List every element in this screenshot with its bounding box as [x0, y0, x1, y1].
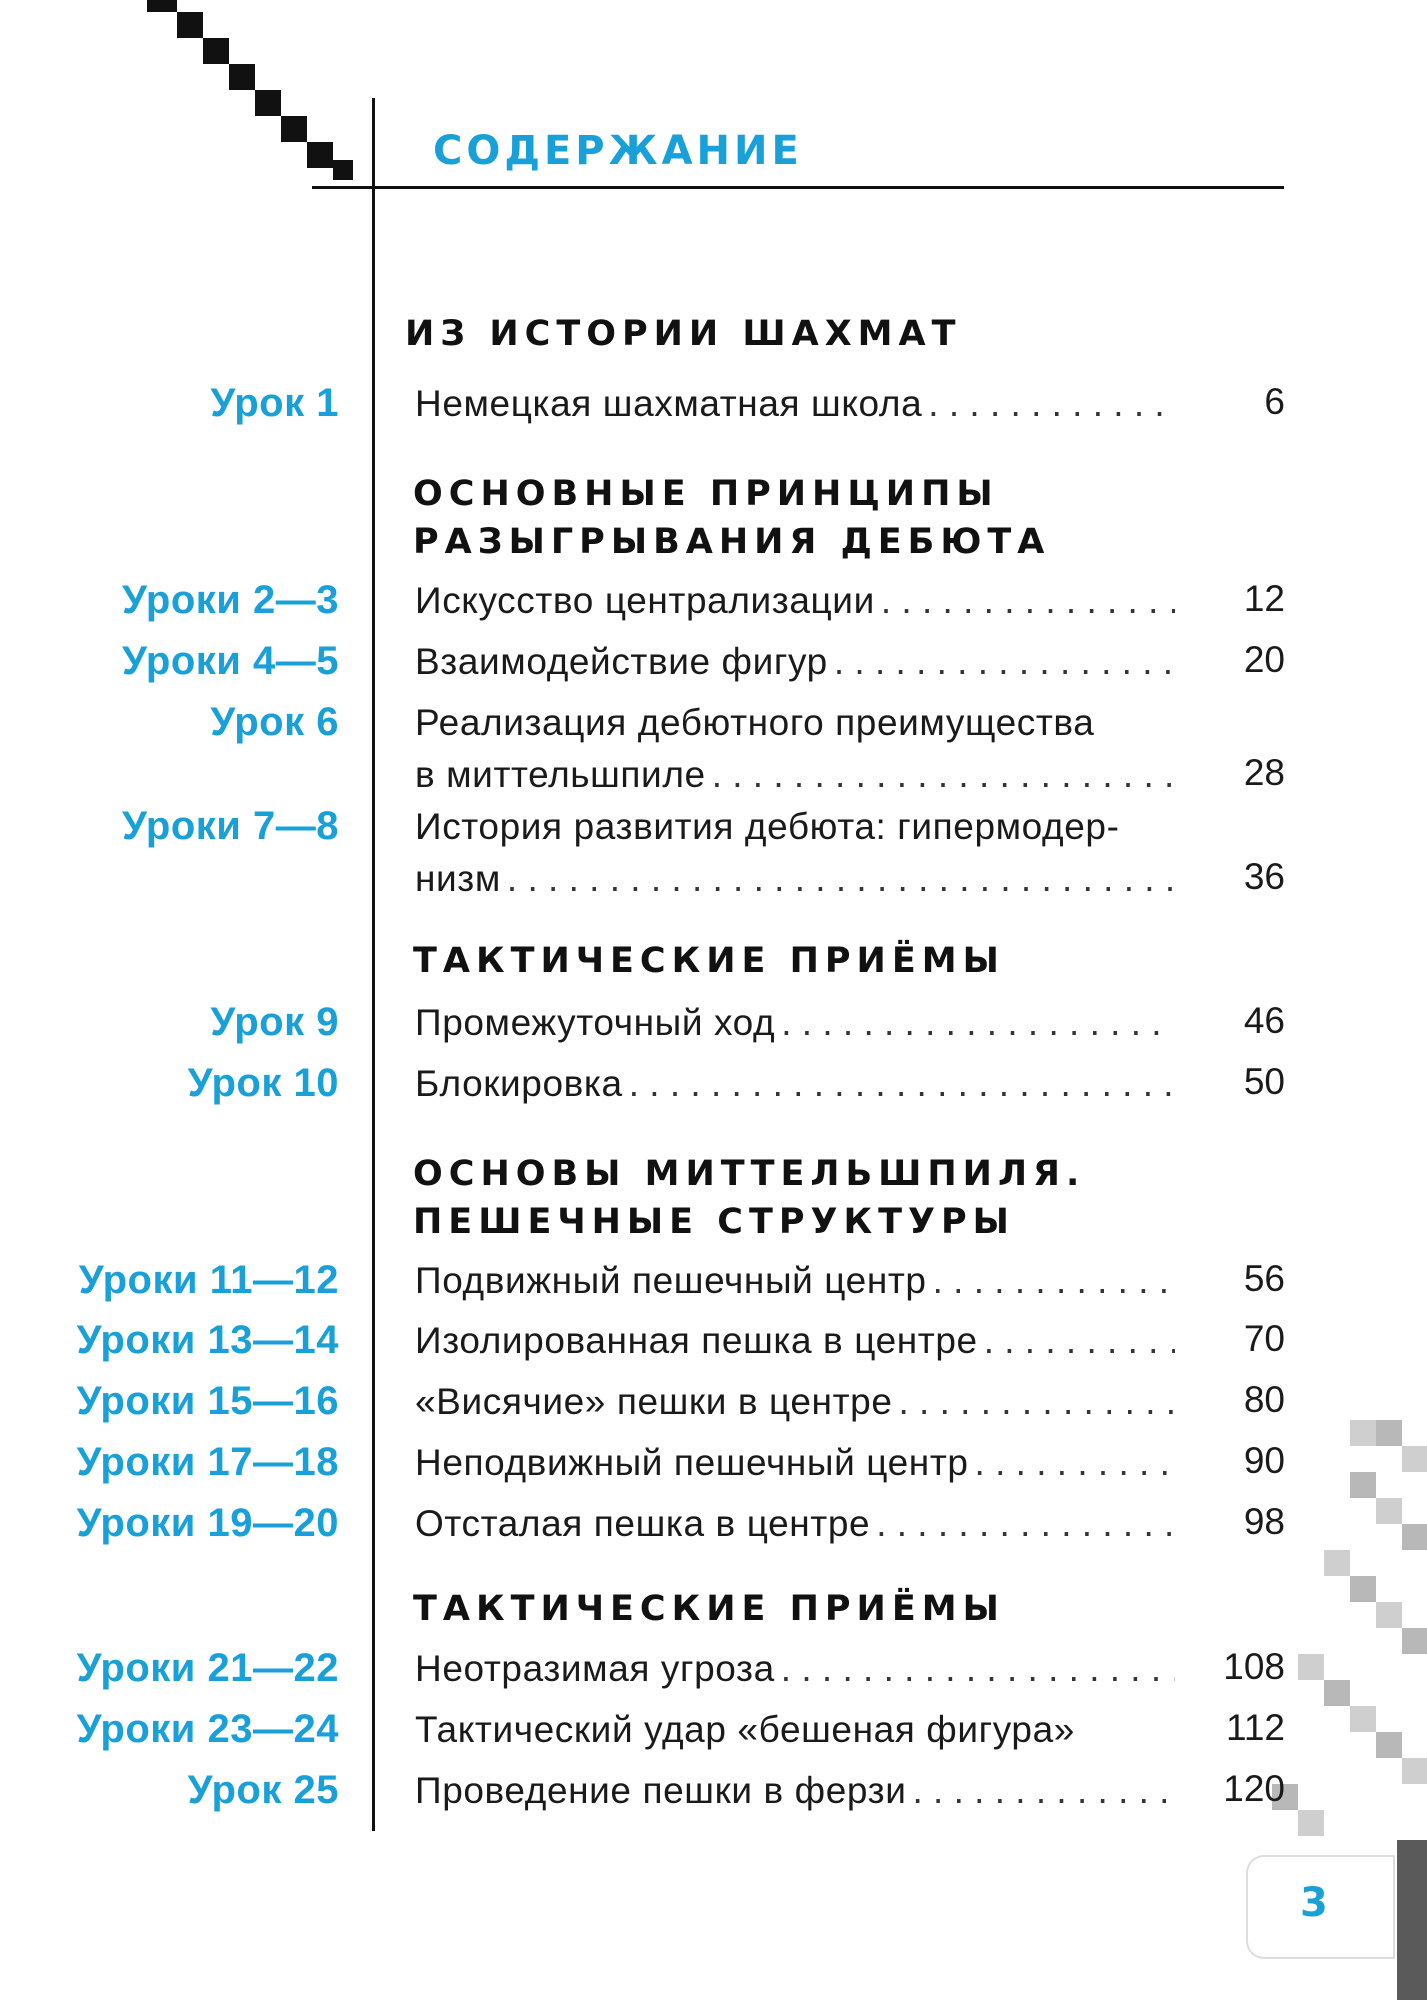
toc-entry-line-1[interactable]: Реализация дебютного преимущества [415, 702, 1095, 743]
toc-entry[interactable] [415, 853, 1175, 904]
lesson-label: Уроки 17—18 [76, 1440, 339, 1484]
page-number: 56 [1243, 1258, 1285, 1299]
entry-title: Подвижный пешечный центр [415, 1260, 927, 1301]
page-gutter-shadow [1397, 1840, 1427, 2000]
entry-title: Промежуточный ход [415, 1002, 776, 1043]
footer-page-number: 3 [1300, 1880, 1328, 1926]
toc-entry[interactable] [415, 378, 1175, 429]
section-heading-line: ТАКТИЧЕСКИЕ ПРИЁМЫ [413, 941, 1005, 981]
entry-title: Неотразимая угроза [415, 1648, 775, 1689]
page-number: 36 [1243, 856, 1285, 897]
lesson-label: Уроки 4—5 [122, 639, 339, 683]
lesson-label: Уроки 13—14 [76, 1318, 339, 1362]
section-heading-line: ИЗ ИСТОРИИ ШАХМАТ [405, 314, 962, 354]
toc-entry[interactable] [415, 997, 1175, 1048]
section-heading-line: ОСНОВНЫЕ ПРИНЦИПЫ [413, 474, 999, 514]
leader-dots [501, 853, 1175, 904]
lesson-label: Урок 9 [210, 1000, 339, 1044]
entry-title: Неподвижный пешечный центр [415, 1442, 969, 1483]
entry-title: Проведение пешки в ферзи [415, 1770, 907, 1811]
toc-entry[interactable] [415, 1765, 1175, 1816]
toc-entry[interactable] [415, 1315, 1175, 1366]
page-number: 90 [1243, 1440, 1285, 1481]
section-heading-line: ПЕШЕЧНЫЕ СТРУКТУРЫ [413, 1202, 1015, 1242]
leader-dots [922, 378, 1175, 429]
page-number: 112 [1226, 1707, 1285, 1748]
leader-dots [906, 1765, 1175, 1816]
vertical-rule [372, 98, 375, 1831]
leader-dots [978, 1315, 1175, 1366]
toc-entry[interactable] [415, 1437, 1175, 1488]
page-number: 46 [1243, 1000, 1285, 1041]
entry-title: Взаимодействие фигур [415, 641, 828, 682]
entry-title: Искусство централизации [415, 580, 875, 621]
lesson-label: Уроки 11—12 [78, 1258, 339, 1302]
leader-dots [969, 1437, 1175, 1488]
lesson-label: Уроки 23—24 [76, 1707, 339, 1751]
lesson-label: Урок 25 [187, 1768, 339, 1812]
toc-entry[interactable] [415, 1058, 1175, 1109]
leader-dots [875, 575, 1175, 626]
lesson-label: Уроки 15—16 [76, 1379, 339, 1423]
entry-title: «Висячие» пешки в центре [415, 1381, 893, 1422]
page-number: 120 [1223, 1768, 1285, 1809]
page-number: 70 [1243, 1318, 1285, 1359]
page-number: 6 [1264, 381, 1285, 422]
toc-entry[interactable]: Тактический удар «бешеная фигура» [415, 1709, 1075, 1750]
toc-entry[interactable] [415, 1498, 1175, 1549]
page-number: 98 [1243, 1501, 1285, 1542]
toc-entry[interactable] [415, 636, 1175, 687]
lesson-label: Уроки 19—20 [76, 1501, 339, 1545]
toc-entry[interactable] [415, 575, 1175, 626]
lesson-label: Уроки 2—3 [122, 578, 339, 622]
leader-dots [623, 1058, 1175, 1109]
section-heading [413, 1585, 1213, 1633]
entry-title: Изолированная пешка в центре [415, 1320, 978, 1361]
toc-entry[interactable] [415, 749, 1175, 800]
toc-entry-line-1[interactable]: История развития дебюта: гипермодер- [415, 806, 1120, 847]
section-heading-line: ТАКТИЧЕСКИЕ ПРИЁМЫ [413, 1589, 1005, 1629]
entry-title: Немецкая шахматная школа [415, 383, 923, 424]
page-number: 28 [1243, 752, 1285, 793]
header-rule [312, 186, 1284, 189]
section-heading-line: ОСНОВЫ МИТТЕЛЬШПИЛЯ. [413, 1154, 1086, 1194]
section-heading [405, 310, 1205, 358]
page-number: 50 [1243, 1061, 1285, 1102]
page-number: 20 [1243, 639, 1285, 680]
toc-entry[interactable] [415, 1376, 1175, 1427]
page-title: СОДЕРЖАНИЕ [433, 128, 803, 174]
toc-entry[interactable] [415, 1643, 1175, 1694]
leader-dots [870, 1498, 1175, 1549]
leader-dots [828, 636, 1175, 687]
lesson-label: Урок 6 [210, 700, 339, 744]
toc-entry[interactable] [415, 1255, 1175, 1306]
section-heading-line: РАЗЫГРЫВАНИЯ ДЕБЮТА [413, 522, 1051, 562]
leader-dots [775, 1643, 1175, 1694]
leader-dots [927, 1255, 1175, 1306]
entry-title: в миттельшпиле [415, 754, 706, 795]
lesson-label: Уроки 7—8 [122, 804, 339, 848]
entry-title: Отсталая пешка в центре [415, 1503, 871, 1544]
leader-dots [893, 1376, 1176, 1427]
entry-title: Блокировка [415, 1063, 623, 1104]
page-number: 80 [1243, 1379, 1285, 1420]
lesson-label: Урок 10 [187, 1061, 339, 1105]
section-heading [413, 1150, 1213, 1246]
leader-dots [775, 997, 1175, 1048]
page-number: 108 [1223, 1646, 1285, 1687]
section-heading [413, 937, 1213, 985]
lesson-label: Урок 1 [210, 381, 339, 425]
entry-title: низм [415, 858, 501, 899]
section-heading [413, 470, 1213, 566]
lesson-label: Уроки 21—22 [76, 1646, 339, 1690]
leader-dots [706, 749, 1175, 800]
page-number: 12 [1243, 578, 1285, 619]
